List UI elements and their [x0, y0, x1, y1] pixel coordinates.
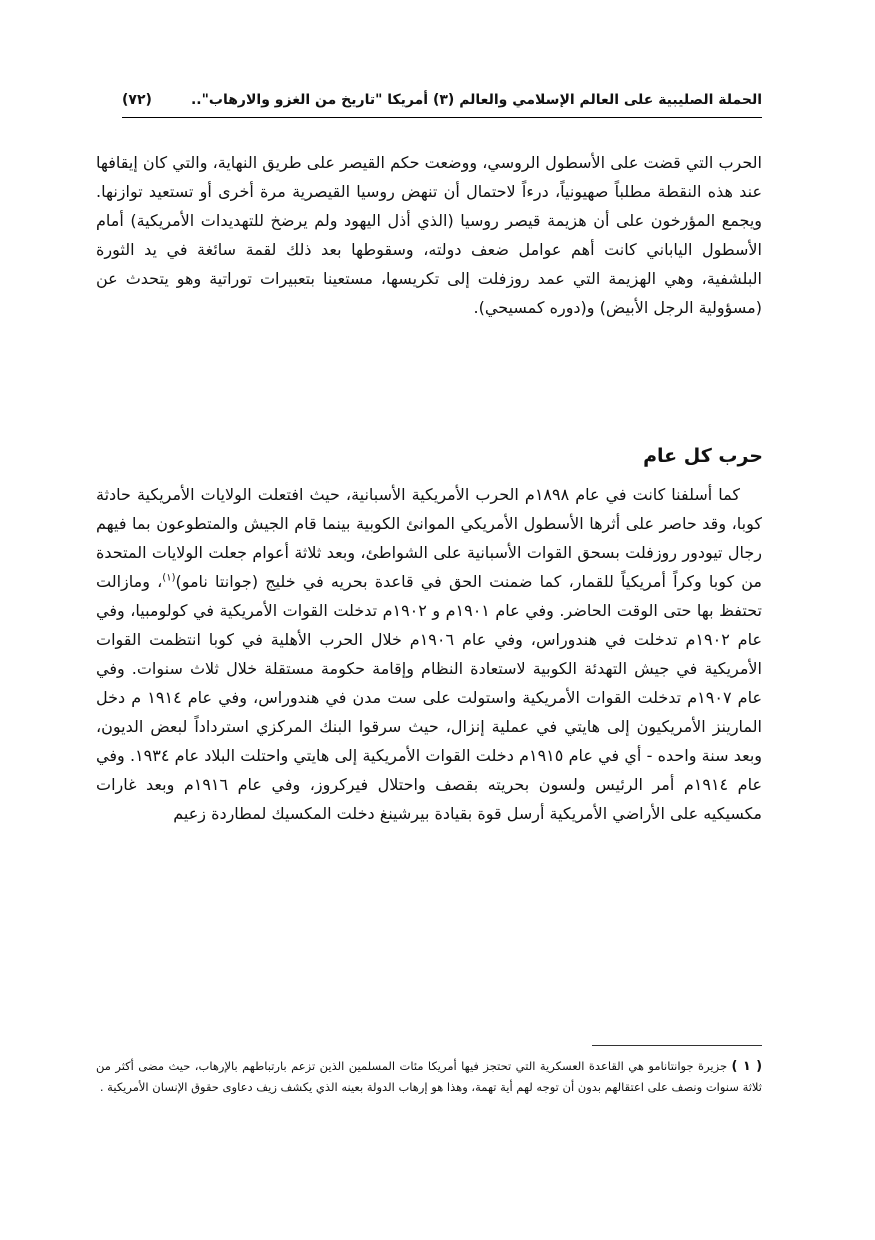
body-paragraph-1: الحرب التي قضت على الأسطول الروسي، ووضعت حكم القيصر على طريق النهاية، والتي كان إيقافها عند هذه النقطة مطلباً صهيونياً، درءاً لاحتمال أن تنهض روسيا القيصرية مرة أخرى أو تستعيد توازنها. ويجمع المؤرخون على أن هزيمة قيصر روسيا (الذي أذل اليهود ولم يرضخ للتهديدات الأمريكية) أمام الأسطول الياباني كانت أهم عوامل ضعف دولته، وسقوطها بعد ذلك لقمة سائغة في يد الثورة البلشفية، وهي الهزيمة التي عمد روزفلت إلى تكريسها، مستعينا بتعبيرات توراتية وهو يتحدث عن (مسؤولية الرجل الأبيض) و(دوره كمسيحي). — [96, 153, 762, 317]
footnote-reference[interactable]: (١) — [162, 572, 176, 584]
footnote-text: جزيرة جوانتانامو هي القاعدة العسكرية التي تحتجز فيها أمريكا مئات المسلمين الذين تزعم بارتباطهم بالإرهاب، حيث مضى أكثر من ثلاثة سنوات ونصف على اعتقالهم بدون أن توجه لهم أية تهمة، وهذا هو إرهاب الدولة بعينه الذي يكشف زيف دعاوى حقوق الإنسان الأمريكية . — [96, 1059, 762, 1094]
header-title: الحملة الصليبية على العالم الإسلامي والعالم (٣) أمريكا "تاريخ من الغزو والارهاب".. — [190, 92, 762, 108]
paragraph2-part2: ، ومازالت تحتفظ بها حتى الوقت الحاضر. وفي عام ١٩٠١م و ١٩٠٢م تدخلت القوات الأمريكية في كولومبيا، وفي عام ١٩٠٢م تدخلت في هندوراس، وفي عام ١٩٠٦م خلال الحرب الأهلية في كوبا انتظمت القوات الأمريكية في جيش التهدئة الكوبية لاستعادة النظام وإقامة حكومة مستقلة خلال ثلاث سنوات. وفي عام ١٩٠٧م تدخلت القوات الأمريكية واستولت على ست مدن في هندوراس، وفي عام ١٩١٤ م دخل المارينز الأمريكيون إلى هايتي في عملية إنزال، حيث سرقوا البنك المركزي استرداداً لبعض الديون، وبعد سنة واحده - أي في عام ١٩١٥م دخلت القوات الأمريكية إلى هايتي واحتلت البلاد عام ١٩٣٤. وفي عام ١٩١٤م أمر الرئيس ولسون بحريته بقصف واحتلال فيركروز، وفي عام ١٩١٦م وبعد غارات مكسيكيه على الأراضي الأمريكية أرسل قوة بقيادة بيرشينغ دخلت المكسيك لمطاردة زعيم — [96, 572, 763, 823]
body-paragraph-2 — [96, 480, 762, 828]
footnote-rule — [592, 1045, 762, 1046]
footnote-marker: ( ١ ) — [731, 1059, 763, 1074]
page-number: (٧٢) — [122, 92, 152, 108]
footnote — [96, 1056, 762, 1098]
header-rule — [122, 117, 762, 118]
section-heading: حرب كل عام — [643, 445, 763, 467]
running-header — [122, 84, 762, 118]
paragraph2-part1: كما أسلفنا كانت في عام ١٨٩٨م الحرب الأمريكية الأسبانية، حيث افتعلت الولايات الأمريكية حادثة كوبا، وقد حاصر على أثرها الأسطول الأمريكي الموانئ الكوبية بينما قام الجيش والمتطوعون بما فيهم رجال تيودور روزفلت بسحق القوات الأسبانية على الشواطئ، وبعد ثلاثة أعوام جعلت الولايات المتحدة من كوبا وكراً أمريكياً للقمار، كما ضمنت الحق في قاعدة بحريه في خليج (جوانتا نامو) — [96, 485, 762, 591]
